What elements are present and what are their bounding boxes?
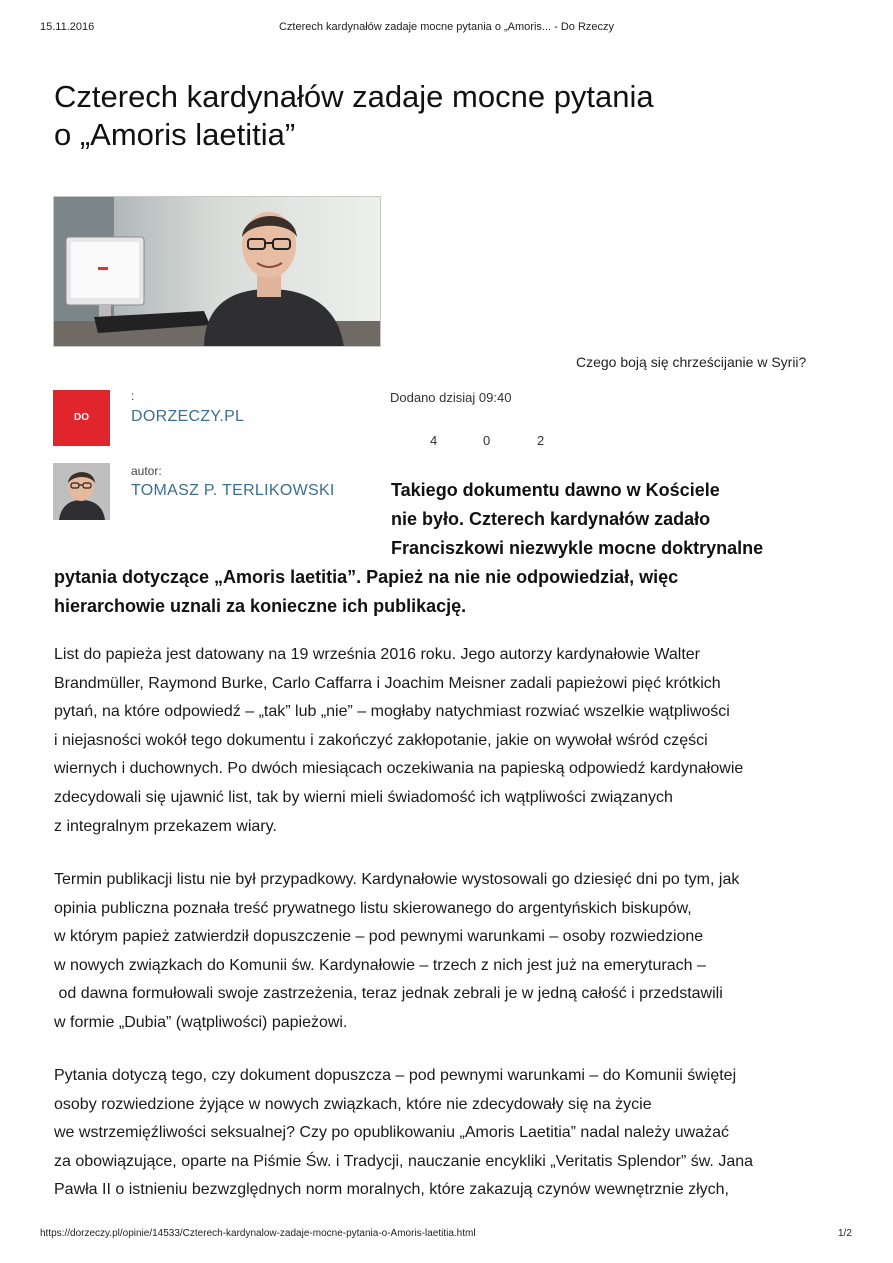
article-photo (53, 196, 381, 347)
lead-line: Franciszkowi niezwykle mocne doktrynalne (391, 538, 764, 558)
paragraph-line: zdecydowali się ujawnić list, tak by wierni mieli świadomość ich wątpliwości związanych (54, 788, 673, 806)
paragraph (54, 1062, 854, 1205)
author-avatar (53, 463, 110, 520)
paragraph-line: pytań, na które odpowiedź – „tak” lub „nie” – mogłaby natychmiast rozwiać wszelkie wątpliwości (54, 703, 730, 721)
print-page-title: Czterech kardynałów zadaje mocne pytania o „Amoris... - Do Rzeczy (278, 21, 615, 33)
paragraph-line: Pytania dotyczą tego, czy dokument dopuszcza – pod pewnymi warunkami – do Komunii świętej (54, 1067, 737, 1084)
source-name-link[interactable]: DORZECZY.PL (131, 408, 245, 425)
lead-line: hierarchowie uznali za konieczne ich publikację. (54, 596, 467, 616)
article-title (54, 78, 854, 154)
paragraph-line: za obowiązujące, oparte na Piśmie Św. i Tradycji, nauczanie encykliki „Veritatis Splendor” św. Jana (54, 1152, 754, 1170)
title-line: o „Amoris laetitia” (54, 117, 296, 152)
paragraph-line: w którym papież zatwierdził dopuszczenie – pod pewnymi warunkami – osoby rozwiedzione (54, 928, 704, 946)
paragraph-line: List do papieża jest datowany na 19 września 2016 roku. Jego autorzy kardynałowie Walter (54, 646, 700, 663)
article-lead (391, 476, 831, 563)
paragraph-line: z integralnym przekazem wiary. (54, 817, 277, 835)
dorzeczy-logo: DO (53, 390, 110, 446)
paragraph-line: w formie „Dubia” (wątpliwości) papieżowi. (54, 1013, 348, 1031)
paragraph-line: Pawła II o istnieniu bezwzględnych norm moralnych, które zakazują czynów wewnętrznie złych, (54, 1181, 729, 1199)
paragraph-line: osoby rozwiedzione żyjące w nowych związkach, które nie zdecydowały się na życie (54, 1095, 652, 1113)
paragraph-line: w nowych związkach do Komunii św. Kardynałowie – trzech z nich jest już na emeryturach – (54, 956, 706, 974)
like-count: 0 (483, 433, 491, 448)
paragraph-line: Termin publikacji listu nie był przypadkowy. Kardynałowie wystosowali go dziesięć dni po tym, jak (54, 871, 740, 888)
lead-line: nie było. Czterech kardynałów zadało (391, 509, 711, 529)
related-article-link[interactable]: Czego boją się chrześcijanie w Syrii? (576, 354, 807, 370)
lead-line: pytania dotyczące „Amoris laetitia”. Papież na nie nie odpowiedział, więc (54, 567, 679, 587)
print-url: https://dorzeczy.pl/opinie/14533/Czterech-kardynalow-zadaje-mocne-pytania-o-Amoris-laetitia.html (40, 1228, 476, 1239)
author-label: autor: (131, 464, 162, 478)
print-date: 15.11.2016 (40, 21, 95, 33)
source-label: : (131, 389, 135, 403)
paragraph-line: opinia publiczna poznała treść prywatnego listu skierowanego do argentyńskich biskupów, (54, 899, 692, 917)
author-name-link[interactable]: TOMASZ P. TERLIKOWSKI (131, 482, 335, 499)
paragraph-line: od dawna formułowali swoje zastrzeżenia, teraz jednak zebrali je w jedną całość i przedstawili (54, 985, 723, 1003)
paragraph-line: we wstrzemięźliwości seksualnej? Czy po opublikowaniu „Amoris Laetitia” nadal należy uważać (54, 1124, 729, 1142)
title-line: Czterech kardynałów zadaje mocne pytania (54, 79, 654, 114)
print-page-number: 1/2 (838, 1228, 852, 1239)
article-lead-continued (54, 563, 844, 621)
lead-line: Takiego dokumentu dawno w Kościele (391, 480, 720, 500)
paragraph-line: wiernych i duchownych. Po dwóch miesiącach oczekiwania na papieską odpowiedź kardynałowie (54, 760, 744, 778)
share-count: 4 (430, 433, 438, 448)
paragraph (54, 866, 854, 1038)
paragraph-line: i niejasności wokół tego dokumentu i zakończyć zakłopotanie, jakie on wywołał wśród części (54, 731, 708, 749)
comment-count: 2 (537, 433, 545, 448)
date-added: Dodano dzisiaj 09:40 (390, 390, 512, 405)
paragraph-line: Brandmüller, Raymond Burke, Carlo Caffarra i Joachim Meisner zadali papieżowi pięć krótkich (54, 674, 721, 692)
paragraph (54, 641, 854, 841)
